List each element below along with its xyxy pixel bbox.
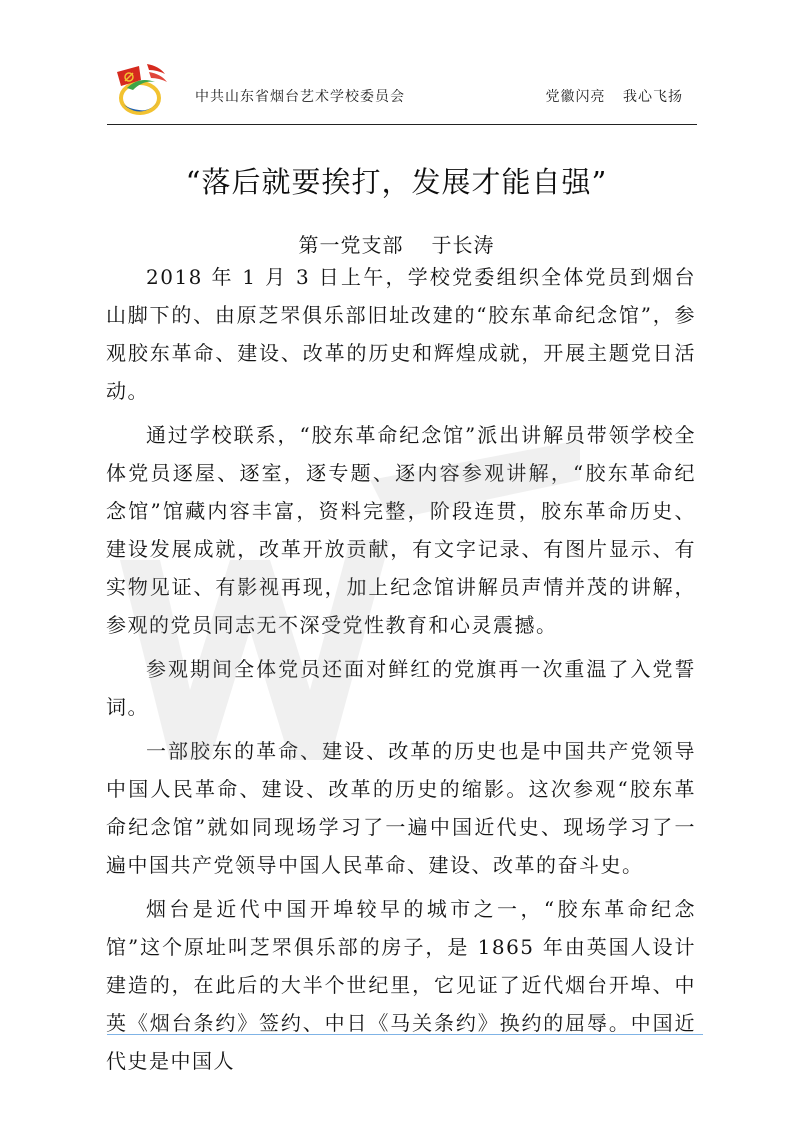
page-header	[107, 52, 697, 125]
organization-name: 中共山东省烟台艺术学校委员会	[195, 89, 405, 105]
paragraph: 一部胶东的革命、建设、改革的历史也是中国共产党领导中国人民革命、建设、改革的历史的缩影。这次参观“胶东革命纪念馆”就如同现场学习了一遍中国近代史、现场学习了一遍中国共产党领导中国人民革命、建设、改革的奋斗史。	[106, 739, 696, 877]
header-slogan: 党徽闪亮 我心飞扬	[545, 89, 683, 105]
footer-divider	[107, 1034, 703, 1035]
party-branch: 第一党支部	[298, 233, 404, 257]
paragraph: 烟台是近代中国开埠较早的城市之一，“胶东革命纪念馆”这个原址叫芝罘俱乐部的房子，是 1865 年由英国人设计建造的，在此后的大半个世纪里，它见证了近代烟台开埠、中英《烟台条约》签约、中日《马关条约》换约的屈辱。中国近代史是中国人	[106, 897, 696, 1073]
author-name: 于长涛	[431, 233, 495, 257]
paragraph: 2018 年 1 月 3 日上午，学校党委组织全体党员到烟台山脚下的、由原芝罘俱乐部旧址改建的“胶东革命纪念馆”，参观胶东革命、建设、改革的历史和辉煌成就，开展主题党日活动。	[106, 265, 696, 403]
paragraph: 通过学校联系，“胶东革命纪念馆”派出讲解员带领学校全体党员逐屋、逐室，逐专题、逐内容参观讲解，“胶东革命纪念馆”馆藏内容丰富，资料完整，阶段连贯，胶东革命历史、建设发展成就，改革开放贡献，有文字记录、有图片显示、有实物见证、有影视再现，加上纪念馆讲解员声情并茂的讲解，参观的党员同志无不深受党性教育和心灵震撼。	[106, 423, 696, 637]
party-logo-icon	[109, 58, 171, 120]
article-body	[106, 258, 696, 1080]
paragraph: 参观期间全体党员还面对鲜红的党旗再一次重温了入党誓词。	[106, 657, 696, 719]
byline	[0, 229, 793, 258]
article-title: “落后就要挨打，发展才能自强”	[185, 165, 608, 199]
